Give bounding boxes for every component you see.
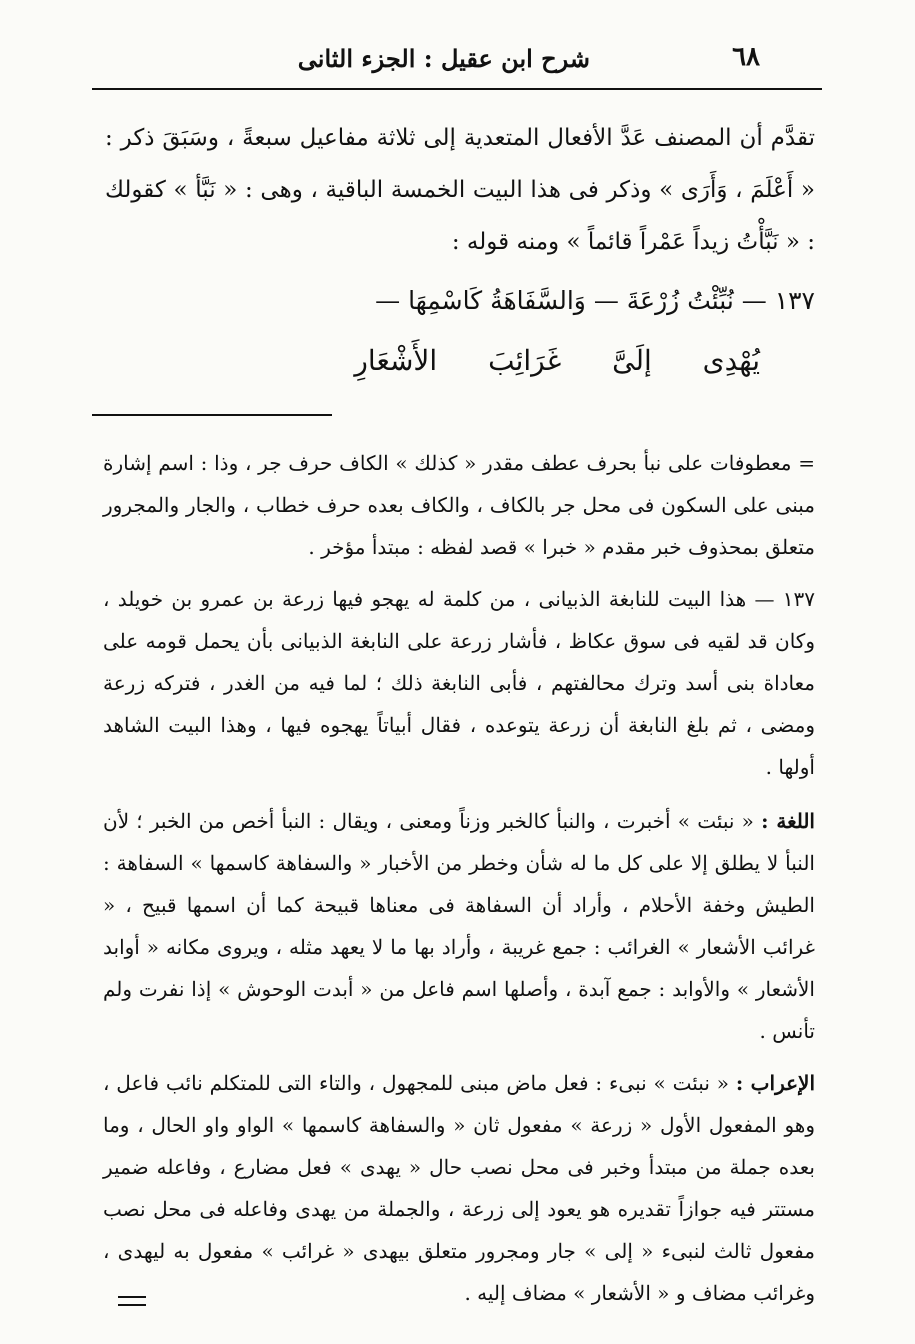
verse-line-2: يُهْدِى إلَىَّ غَرَائِبَ الأَشْعَارِ	[354, 344, 760, 377]
verse-number: ١٣٧ —	[741, 286, 815, 315]
verse-line-1: نُبِّئْتُ زُرْعَةَ — وَالسَّفَاهَةُ كَاسْمِهَا —	[375, 286, 734, 315]
footnote-verse-source: ١٣٧ — هذا البيت للنابغة الذبيانى ، من كلمة له يهجو فيها زرعة بن عمرو بن خويلد ، وكان قد لقيه فى سوق عكاظ ، فأشار زرعة على النابغة الذبيانى بأن يحمل قومه على معاداة بنى أسد وترك محالفتهم ، فأبى النابغة ذلك ؛ لما فيه من الغدر ، فتركه زرعة ومضى ، ثم بلغ النابغة أن زرعة يتوعده ، فقال أبياتاً يهجوه فيها ، وهذا البيت الشاهد أولها .	[103, 587, 815, 779]
verse-first-hemistich	[115, 286, 815, 315]
footnote-grammar	[103, 1062, 815, 1314]
running-title: شرح ابن عقيل : الجزء الثانى	[297, 44, 590, 73]
intro-paragraph: تقدَّم أن المصنف عَدَّ الأفعال المتعدية إلى ثلاثة مفاعيل سبعةً ، وسَبَقَ ذكر : « أَعْلَمَ ، وَأَرَى » وذكر فى هذا البيت الخمسة الباقية ، وهى : « نَبَّأ » كقولك : « نَبَّأْتُ زيداً عَمْراً قائماً » ومنه قوله :	[105, 125, 815, 255]
page-header	[92, 38, 822, 90]
footnote-lexicon	[103, 800, 815, 1052]
grammar-text: « نبئت » نبىء : فعل ماض مبنى للمجهول ، والتاء التى للمتكلم نائب فاعل ، وهو المفعول الأول « زرعة » مفعول ثان « والسفاهة كاسمها » الواو واو الحال ، وما بعده جملة من مبتدأ وخبر فى محل نصب حال « يهدى » فعل مضارع ، وفاعله ضمير مستتر فيه جوازاً تقديره هو يعود إلى زرعة ، والجملة من يهدى وفاعله فى محل نصب مفعول ثالث لنبىء « إلى » جار ومجرور متعلق بيهدى « غرائب » مفعول به ليهدى ، وغرائب مضاف و « الأشعار » مضاف إليه .	[103, 1071, 815, 1305]
page-number: ٦٨	[732, 42, 760, 72]
lexicon-label: اللغة :	[761, 809, 815, 833]
continuation-mark	[118, 1296, 146, 1306]
lexicon-text: « نبئت » أخبرت ، والنبأ كالخبر وزناً ومعنى ، ويقال : النبأ أخص من الخبر ؛ لأن النبأ لا يطلق إلا على كل ما له شأن وخطر من الأخبار « والسفاهة كاسمها » السفاهة : الطيش وخفة الأحلام ، وأراد أن السفاهة فى معناها قبيحة كما أن اسمها قبيح ، « غرائب الأشعار » الغرائب : جمع غريبة ، وأراد بها ما لا يعهد مثله ، ويروى مكانه « أوابد الأشعار » والأوابد : جمع آبدة ، وأصلها اسم فاعل من « أبدت الوحوش » إذا نفرت ولم تأنس .	[103, 809, 815, 1043]
footnote-continuation: = معطوفات على نبأ بحرف عطف مقدر « كذلك » الكاف حرف جر ، وذا : اسم إشارة مبنى على السكون فى محل جر بالكاف ، والكاف بعده حرف خطاب ، والجار والمجرور متعلق بمحذوف خبر مقدم « خبرا » قصد لفظه : مبتدأ مؤخر .	[103, 451, 815, 559]
footnote-divider	[92, 414, 332, 416]
grammar-label: الإعراب :	[735, 1071, 815, 1095]
